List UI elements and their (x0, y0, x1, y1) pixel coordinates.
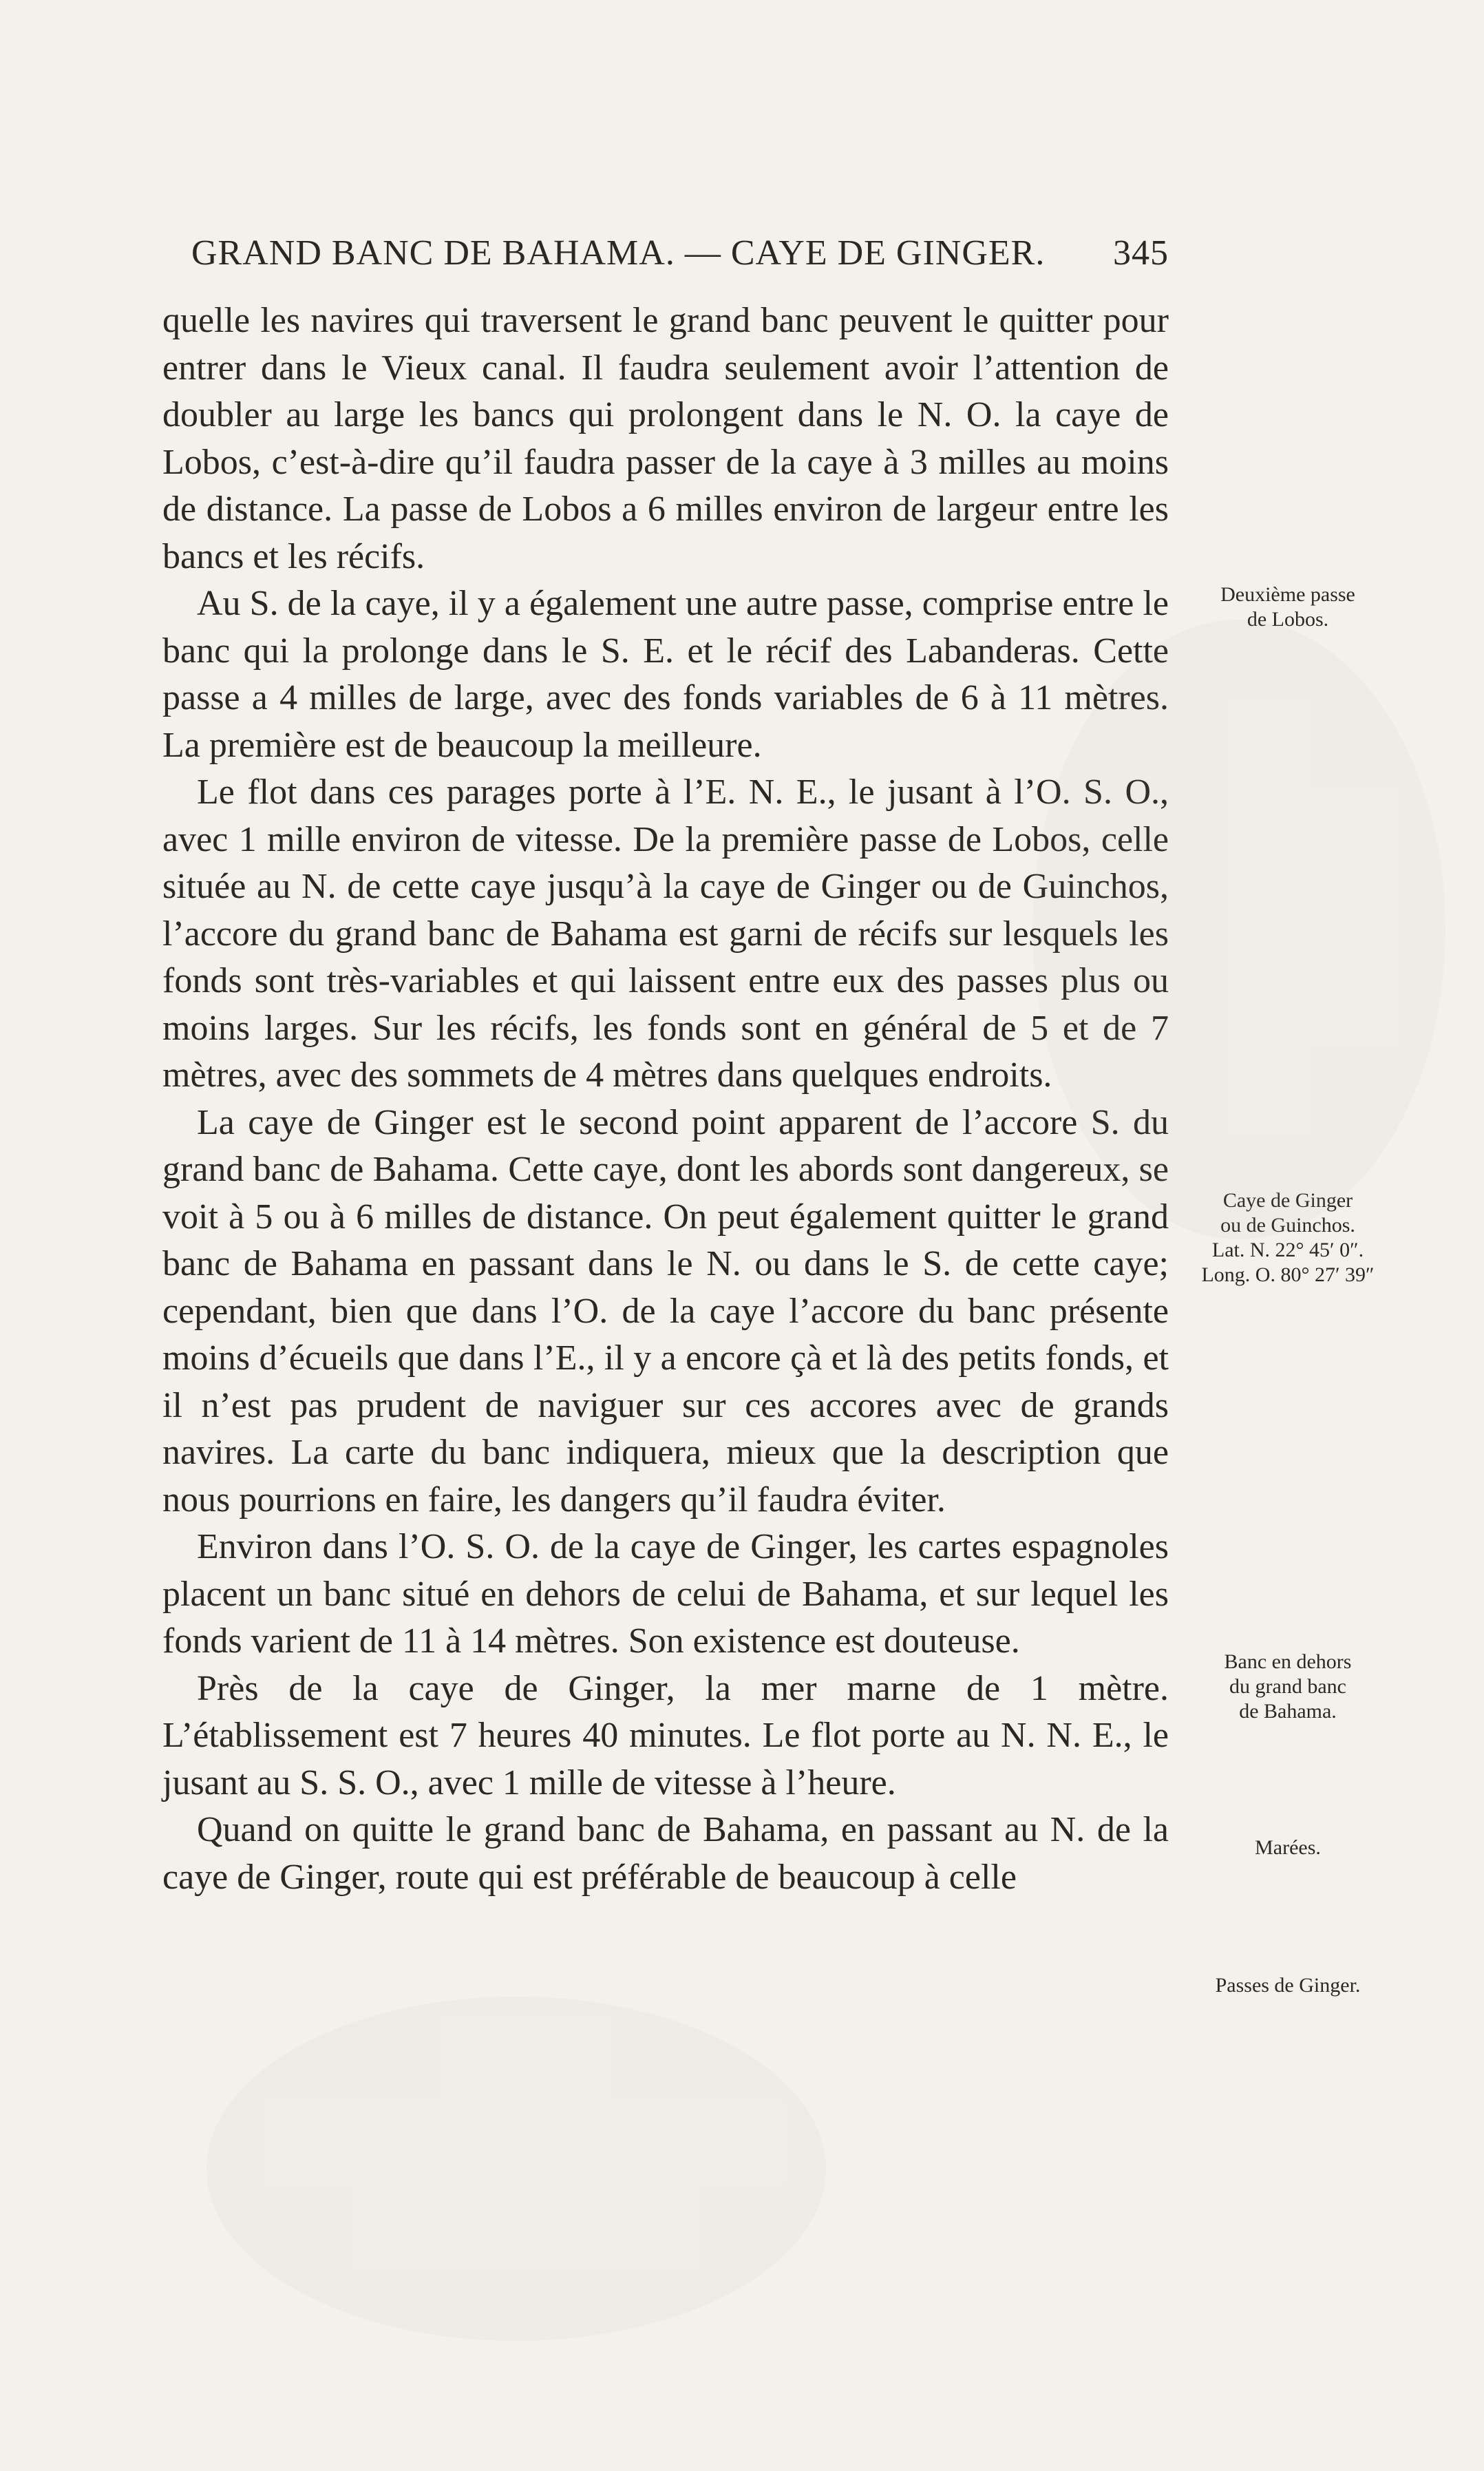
margin-note-marees (1174, 1836, 1401, 1860)
margin-note-line: du grand banc (1229, 1675, 1346, 1698)
paper-stain (206, 1997, 826, 2341)
running-head-title: GRAND BANC DE BAHAMA. — CAYE DE GINGER. (191, 233, 1046, 273)
paragraph-1: quelle les navires qui traversent le grand banc peuvent le quitter pour entrer dans le Vieux canal. Il faudra seulement avoir l’attention de doubler au large les bancs qui prolongent dans le N. O. la caye de Lobos, c’est-à-dire qu’il faudra passer de la caye à 3 milles au moins de distance. La passe de Lobos a 6 milles environ de largeur entre les bancs et les récifs. (162, 301, 1169, 576)
paragraph-2: Au S. de la caye, il y a également une autre passe, comprise entre le banc qui la prolonge dans le S. E. et le récif des Labanderas. Cette passe a 4 milles de large, avec des fonds variables de 6 à 11 mètres. La première est de beaucoup la meilleure. (162, 584, 1169, 765)
paper-stain (1032, 620, 1445, 1239)
margin-note-line: Long. O. 80° 27′ 39″ (1201, 1263, 1375, 1286)
margin-note-line: Caye de Ginger (1222, 1189, 1353, 1212)
paragraph-6: Près de la caye de Ginger, la mer marne de 1 mètre. L’établissement est 7 heures 40 minutes. Le flot porte au N. N. E., le jusant au S. S. O., avec 1 mille de vitesse à l’heure. (162, 1668, 1169, 1802)
margin-note-line: de Bahama. (1239, 1700, 1337, 1723)
paragraph-4: La caye de Ginger est le second point apparent de l’accore S. du grand banc de Bahama. Cette caye, dont les abords sont dangereux, se voit à 5 ou à 6 milles de distance. On peut également quitter le grand banc de Bahama en passant dans le N. ou dans le S. de cette caye; cependant, bien que dans l’O. de la caye l’accore du banc présente moins d’écueils que dans l’E., il y a encore çà et là des petits fonds, et il n’est pas prudent de naviguer sur ces accores avec de grands navires. La carte du banc indiquera, mieux que la description que nous pourrions en faire, les dangers qu’il faudra éviter. (162, 1102, 1169, 1520)
paragraph-3: Le flot dans ces parages porte à l’E. N. E., le jusant à l’O. S. O., avec 1 mille environ de vitesse. De la première passe de Lobos, celle située au N. de cette caye jusqu’à la caye de Ginger ou de Guinchos, l’accore du grand banc de Bahama est garni de récifs sur lesquels les fonds sont très-variables et qui laissent entre eux des passes plus ou moins larges. Sur les récifs, les fonds sont en général de 5 et de 7 mètres, avec des sommets de 4 mètres dans quelques endroits. (162, 772, 1169, 1095)
margin-note-banc-en-dehors (1174, 1650, 1401, 1724)
page-number: 345 (1113, 233, 1169, 273)
margin-note-line: Lat. N. 22° 45′ 0″. (1211, 1239, 1364, 1261)
margin-note-line: Deuxième passe (1220, 583, 1355, 606)
body-text (162, 297, 1169, 1901)
paragraph-7: Quand on quitte le grand banc de Bahama, en passant au N. de la caye de Ginger, route qui est préférable de beaucoup à celle (162, 1810, 1169, 1897)
margin-note-passes-de-ginger (1174, 1973, 1401, 1998)
running-head (191, 233, 1169, 273)
margin-note-line: de Lobos. (1247, 608, 1329, 631)
margin-note-line: Marées. (1255, 1836, 1321, 1859)
margin-note-line: Banc en dehors (1224, 1650, 1352, 1673)
margin-note-line: ou de Guinchos. (1220, 1214, 1355, 1237)
margin-note-line: Passes de Ginger. (1215, 1974, 1361, 1997)
paragraph-5: Environ dans l’O. S. O. de la caye de Ginger, les cartes espagnoles placent un banc situé en dehors de celui de Bahama, et sur lequel les fonds varient de 11 à 14 mètres. Son existence est douteuse. (162, 1527, 1169, 1661)
